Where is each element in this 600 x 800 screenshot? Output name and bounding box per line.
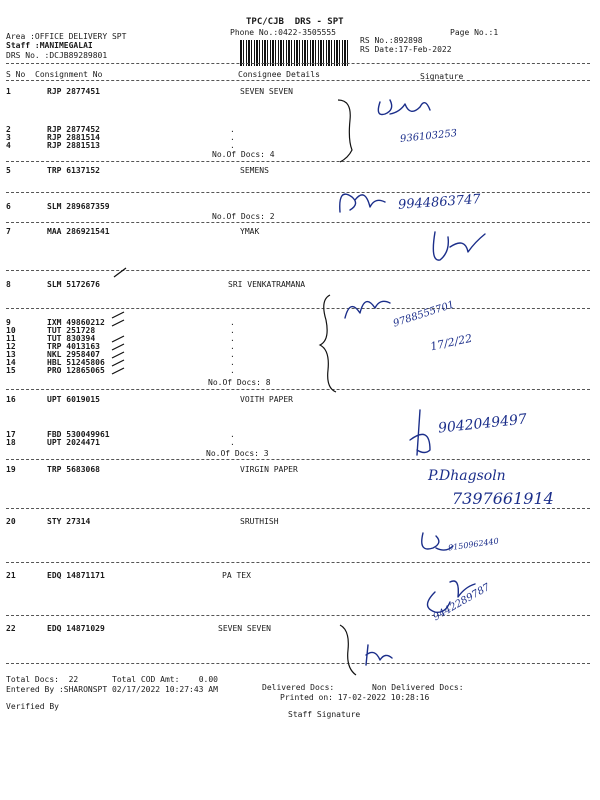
row-consignment: IXM 49860212 [47, 318, 105, 327]
total-cod: Total COD Amt: 0.00 [112, 675, 218, 684]
row-consignment: PRO 12865065 [47, 366, 105, 375]
row-consignment: TRP 4013163 [47, 342, 100, 351]
staff-label: Staff :MANIMEGALAI [6, 41, 93, 50]
handwritten-phone-2: 9944863747 [397, 192, 482, 213]
row-sno: 21 [6, 571, 16, 580]
row-consignee: VOITH PAPER [240, 395, 293, 404]
rs-date: RS Date:17-Feb-2022 [360, 45, 452, 54]
row-consignment: RJP 2881514 [47, 133, 100, 142]
row-consignment: NKL 2958407 [47, 350, 100, 359]
row-consignment: UPT 6019015 [47, 395, 100, 404]
row-sno: 18 [6, 438, 16, 447]
row-consignment: TRP 6137152 [47, 166, 100, 175]
row-consignee: . [230, 366, 235, 375]
row-sno: 5 [6, 166, 11, 175]
row-consignee: . [230, 438, 235, 447]
row-sno: 20 [6, 517, 16, 526]
row-sno: 17 [6, 430, 16, 439]
handwritten-phone-5: 7397661914 [452, 489, 554, 508]
row-consignment: FBD 530049961 [47, 430, 110, 439]
entered-by: Entered By :SHARONSPT 02/17/2022 10:27:43 AM [6, 685, 218, 694]
row-sno: 4 [6, 141, 11, 150]
handwritten-phone-6: 9150962440 [447, 536, 500, 553]
row-sno: 19 [6, 465, 16, 474]
row-sno: 6 [6, 202, 11, 211]
row-consignee: SEVEN SEVEN [218, 624, 271, 633]
row-consignee: . [230, 342, 235, 351]
signature-8 [360, 640, 400, 670]
row-consignment: UPT 2024471 [47, 438, 100, 447]
row-consignee: SEVEN SEVEN [240, 87, 293, 96]
row-consignee: . [230, 318, 235, 327]
col-sno: S No [6, 70, 26, 79]
row-consignee: VIRGIN PAPER [240, 465, 298, 474]
row-consignment: MAA 286921541 [47, 227, 110, 236]
row-sno: 22 [6, 624, 16, 633]
doc-count: No.Of Docs: 2 [212, 212, 275, 221]
row-sno: 9 [6, 318, 11, 327]
handwritten-phone-3: 9788555701 [391, 299, 456, 330]
row-sno: 7 [6, 227, 11, 236]
delivered-docs: Delivered Docs: [262, 683, 335, 692]
handwritten-phone-1: 936103253 [399, 128, 458, 145]
row-consignment: EDQ 14871171 [47, 571, 105, 580]
row-consignee: . [230, 133, 235, 142]
row-sno: 12 [6, 342, 16, 351]
signature-4 [340, 288, 400, 328]
verified-by: Verified By [6, 702, 59, 711]
handwritten-phone-7: 9442289787 [431, 581, 493, 624]
row-consignment: RJP 2877452 [47, 125, 100, 134]
row-consignee: . [230, 326, 235, 335]
row-consignment: RJP 2877451 [47, 87, 100, 96]
row-consignee: SRUTHISH [240, 517, 279, 526]
handwritten-date: 17/2/22 [429, 331, 474, 354]
row-consignment: SLM 289687359 [47, 202, 110, 211]
phone-number: Phone No.:0422-3505555 [230, 28, 336, 37]
row-consignment: TUT 830394 [47, 334, 96, 343]
row-consignment: STY 27314 [47, 517, 91, 526]
non-delivered-docs: Non Delivered Docs: [372, 683, 464, 692]
row-sno: 11 [6, 334, 16, 343]
doc-count: No.Of Docs: 4 [212, 150, 275, 159]
rs-number: RS No.:892898 [360, 36, 423, 45]
area-label: Area :OFFICE DELIVERY SPT [6, 32, 127, 41]
row-sno: 3 [6, 133, 11, 142]
doc-count: No.Of Docs: 8 [208, 378, 271, 387]
printed-on: Printed on: 17-02-2022 10:28:16 [280, 693, 430, 702]
row-consignee: PA TEX [222, 571, 251, 580]
row-sno: 2 [6, 125, 11, 134]
signature-3 [420, 222, 500, 267]
row-consignee: YMAK [240, 227, 260, 236]
row-consignment: EDQ 14871029 [47, 624, 105, 633]
row-sno: 8 [6, 280, 11, 289]
report-title: TPC/CJB DRS - SPT [246, 17, 344, 27]
signature-1 [370, 92, 490, 152]
row-consignee: . [230, 430, 235, 439]
row-consignee: SEMENS [240, 166, 269, 175]
staff-signature: Staff Signature [288, 710, 361, 719]
row-sno: 15 [6, 366, 16, 375]
row-consignee: . [230, 125, 235, 134]
row-sno: 16 [6, 395, 16, 404]
row-consignment: TRP 5683068 [47, 465, 100, 474]
handwritten-name: P.Dhagsoln [428, 468, 506, 484]
row-consignee: . [230, 350, 235, 359]
row-consignment: HBL 51245806 [47, 358, 105, 367]
row-consignment: RJP 2881513 [47, 141, 100, 150]
row-consignment: SLM 5172676 [47, 280, 100, 289]
drs-number: DRS No. :DCJB89289801 [6, 51, 108, 60]
col-consignment: Consignment No [35, 70, 103, 79]
col-consignee: Consignee Details [238, 70, 320, 79]
row-consignee: . [230, 358, 235, 367]
row-consignee: . [230, 141, 235, 150]
col-signature: Signature [420, 72, 464, 81]
row-consignee: SRI VENKATRAMANA [228, 280, 306, 289]
handwritten-phone-4: 9042049497 [437, 411, 528, 437]
row-consignee: . [230, 334, 235, 343]
row-sno: 14 [6, 358, 16, 367]
row-sno: 1 [6, 87, 11, 96]
row-sno: 13 [6, 350, 16, 359]
page-number: Page No.:1 [450, 28, 499, 37]
row-sno: 10 [6, 326, 16, 335]
doc-count: No.Of Docs: 3 [206, 449, 269, 458]
row-consignment: TUT 251728 [47, 326, 96, 335]
total-docs: Total Docs: 22 [6, 675, 79, 684]
